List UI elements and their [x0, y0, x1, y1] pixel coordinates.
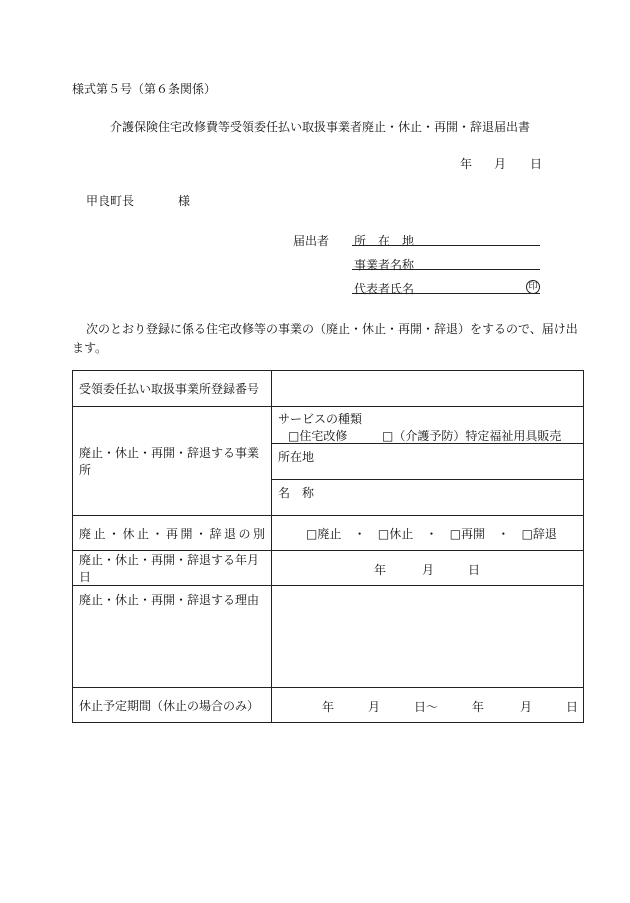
period-day-end: 日 — [566, 700, 579, 714]
registration-number-label: 受領委任払い取扱事業所登録番号 — [73, 371, 272, 407]
option-separator: ・ — [425, 526, 438, 541]
type-label: 廃止・休止・再開・辞退の別 — [79, 526, 265, 541]
date-label-cell — [73, 551, 272, 586]
addressee-honorific: 様 — [178, 194, 191, 208]
page-title: 介護保険住宅改修費等受領委任払い取扱事業者廃止・休止・再開・辞退届出書 — [110, 120, 531, 134]
period-label: 休止予定期間（休止の場合のみ） — [79, 698, 260, 713]
table-row — [73, 688, 584, 723]
body-text-line2: ます。 — [72, 341, 108, 355]
period-month-end: 月 — [520, 700, 533, 714]
date-label: 廃止・休止・再開・辞退する年月日 — [79, 553, 260, 584]
type-options — [306, 525, 557, 542]
option-separator: ・ — [497, 526, 510, 541]
service-type-label: サービスの種類 — [278, 412, 363, 426]
addressee-name: 甲良町長 — [86, 194, 135, 208]
reason-label-cell — [73, 586, 272, 688]
period-day-start: 日～ — [414, 700, 439, 714]
name-label: 名 称 — [278, 486, 315, 500]
body-text-line1: 次のとおり登録に係る住宅改修等の事業の（廃止・休止・再開・辞退）をするので、届け出 — [86, 322, 578, 336]
period-year-start: 年 — [322, 700, 335, 714]
reason-field[interactable] — [272, 586, 584, 688]
business-name-label: 事業者名称 — [354, 258, 415, 272]
table-row — [73, 586, 584, 688]
date-field-cell[interactable] — [272, 551, 584, 586]
row4-month: 月 — [422, 563, 435, 577]
row4-day: 日 — [468, 563, 481, 577]
period-field-cell[interactable] — [272, 688, 584, 723]
period-label-cell — [73, 688, 272, 723]
service-option-welfare-equipment[interactable]: □（介護予防）特定福祉用具販売 — [382, 429, 562, 443]
option-resume[interactable]: □再開 — [449, 526, 486, 541]
office-details-cell — [272, 407, 584, 516]
option-separator: ・ — [353, 526, 366, 541]
seal-icon: 印 — [526, 280, 540, 294]
representative-field-line[interactable] — [352, 293, 540, 294]
period-year-end: 年 — [472, 700, 485, 714]
registration-number-field[interactable] — [272, 371, 584, 407]
type-label-cell — [73, 516, 272, 551]
notification-table — [72, 370, 584, 723]
option-withdraw[interactable]: □辞退 — [521, 526, 557, 541]
date-year: 年 — [460, 157, 473, 171]
location-section[interactable] — [272, 444, 583, 480]
address-field-line[interactable] — [352, 245, 540, 246]
address-label: 所 在 地 — [354, 234, 415, 248]
representative-label: 代表者氏名 — [354, 282, 415, 296]
reason-label: 廃止・休止・再開・辞退する理由 — [79, 593, 260, 607]
office-label: 廃止・休止・再開・辞退する事業所 — [73, 407, 272, 516]
name-section[interactable] — [272, 480, 583, 515]
period-month-start: 月 — [368, 700, 381, 714]
option-abolish[interactable]: □廃止 — [306, 526, 342, 541]
service-type-section — [272, 407, 583, 444]
table-row — [73, 516, 584, 551]
row4-year: 年 — [374, 563, 387, 577]
type-options-cell — [272, 516, 584, 551]
service-option-housing[interactable]: □住宅改修 — [288, 429, 348, 443]
form-id: 様式第５号（第６条関係） — [72, 82, 217, 96]
location-label: 所在地 — [278, 450, 315, 464]
option-suspend[interactable]: □休止 — [377, 526, 414, 541]
notifier-label: 届出者 — [293, 234, 330, 248]
business-name-field-line[interactable] — [352, 269, 540, 270]
table-row — [73, 371, 584, 407]
date-month: 月 — [494, 157, 507, 171]
table-row — [73, 407, 584, 516]
date-day: 日 — [530, 157, 543, 171]
table-row — [73, 551, 584, 586]
